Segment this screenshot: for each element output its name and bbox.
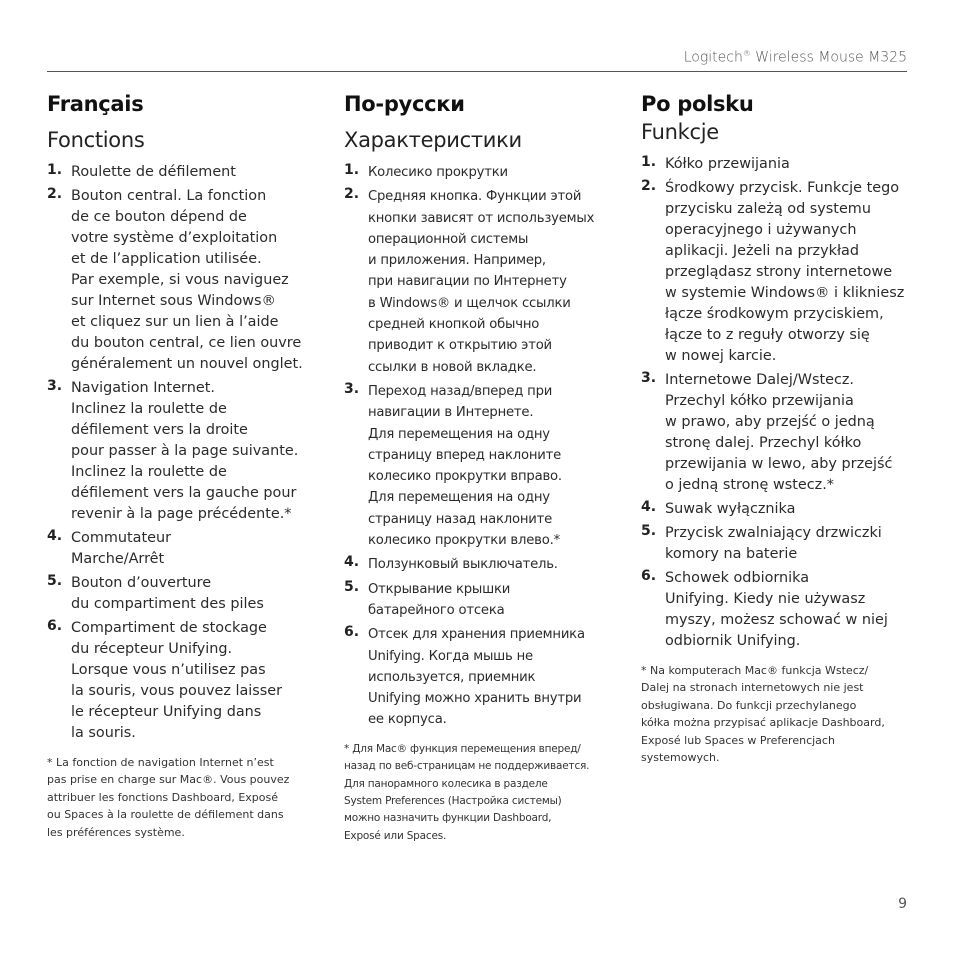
header-brand: Logitech: [683, 49, 743, 66]
item-text: Отсек для хранения приемника Unifying. Когда мышь не используется, приемник Unifying можно хранить внутри ее корпуса.: [368, 627, 585, 728]
list-item: [47, 573, 319, 615]
list-item: [641, 154, 913, 175]
list-item: [47, 528, 319, 570]
list-item: [47, 618, 319, 744]
column-russian: [344, 92, 616, 845]
footnote: * La fonction de navigation Internet n’est pas prise en charge sur Mac®. Vous pouvez attribuer les fonctions Dashboard, Exposé ou Spaces à la roulette de défilement dans les préférences système.: [47, 756, 290, 839]
page-number: 9: [898, 896, 907, 912]
item-number: 6.: [641, 568, 657, 584]
list-item: [641, 178, 913, 367]
item-text: Bouton d’ouverture du compartiment des piles: [71, 575, 264, 612]
item-text: Открывание крышки батарейного отсека: [368, 581, 511, 618]
item-text: Средняя кнопка. Функции этой кнопки зависят от используемых операционной системы и приложения. Например, при навигации по Интернету в Windows® и щелчок ссылки средней кнопкой обычно приводит к открытию этой ссылки в новой вкладке.: [368, 189, 595, 375]
item-text: Bouton central. La fonction de ce bouton dépend de votre système d’exploitation et de l’application utilisée. Par exemple, si vous naviguez sur Internet sous Windows® et cliquez sur un lien à l’aide du bouton central, ce lien ouvre généralement un nouvel onglet.: [71, 188, 303, 372]
feature-list: [641, 154, 913, 652]
item-number: 3.: [47, 378, 63, 394]
list-item: [641, 499, 913, 520]
item-text: Переход назад/вперед при навигации в Интернете. Для перемещения на одну страницу вперед наклоните колесико прокрутки вправо. Для перемещения на одну страницу назад наклоните колесико прокрутки влево.*: [368, 383, 562, 549]
item-text: Commutateur Marche/Arrêt: [71, 530, 172, 567]
list-item: [344, 624, 616, 730]
item-number: 6.: [47, 618, 63, 634]
item-text: Środkowy przycisk. Funkcje tego przycisku zależą od systemu operacyjnego i używanych aplikacji. Jeżeli na przykład przeglądasz strony internetowe w systemie Windows® i klikniesz łącze środkowym przyciskiem, łącze to z reguły otworzy się w nowej karcie.: [665, 180, 905, 364]
column-french: [47, 92, 319, 841]
item-text: Navigation Internet. Inclinez la roulette de défilement vers la droite pour passer à la page suivante. Inclinez la roulette de défilement vers la gauche pour revenir à la page précédente.*: [71, 380, 299, 522]
item-text: Przycisk zwalniający drzwiczki komory na baterie: [665, 525, 882, 562]
item-text: Kółko przewijania: [665, 156, 790, 172]
feature-list: [344, 162, 616, 731]
list-item: [344, 554, 616, 575]
feature-list: [47, 162, 319, 744]
header-product: Wireless Mouse M325: [750, 49, 907, 66]
item-number: 1.: [344, 162, 360, 178]
item-number: 2.: [641, 178, 657, 194]
item-text: Schowek odbiornika Unifying. Kiedy nie używasz myszy, możesz schować w niej odbiornik Unifying.: [665, 570, 888, 649]
item-number: 4.: [641, 499, 657, 515]
list-item: [47, 378, 319, 525]
language-heading: Po polsku: [641, 92, 754, 116]
list-item: [47, 186, 319, 375]
item-number: 5.: [344, 578, 360, 595]
item-number: 3.: [641, 370, 657, 386]
list-item: [344, 162, 616, 183]
item-text: Ползунковый выключатель.: [368, 557, 558, 573]
section-heading: Характеристики: [344, 128, 522, 152]
list-item: [641, 523, 913, 565]
list-item: [344, 186, 616, 378]
item-number: 4.: [47, 528, 63, 544]
item-number: 1.: [641, 154, 657, 170]
list-item: [641, 568, 913, 652]
item-number: 4.: [344, 554, 360, 571]
item-text: Roulette de défilement: [71, 164, 236, 180]
section-heading: Fonctions: [47, 128, 145, 152]
item-number: 6.: [344, 624, 360, 641]
registered-mark: ®: [742, 49, 751, 58]
header-divider: [47, 71, 907, 72]
list-item: [47, 162, 319, 183]
item-number: 2.: [344, 186, 360, 203]
page-header: [684, 49, 907, 66]
list-item: [344, 381, 616, 551]
item-text: Колесико прокрутки: [368, 165, 508, 180]
item-text: Internetowe Dalej/Wstecz. Przechyl kółko przewijania w prawo, aby przejść o jedną stronę dalej. Przechyl kółko przewijania w lewo, aby przejść o jedną stronę wstecz.*: [665, 372, 893, 493]
list-item: [641, 370, 913, 496]
language-heading: Français: [47, 92, 144, 116]
item-number: 5.: [641, 523, 657, 539]
item-text: Compartiment de stockage du récepteur Unifying. Lorsque vous n’utilisez pas la souris, vous pouvez laisser le récepteur Unifying dans la souris.: [71, 620, 283, 741]
footnote: * Для Mac® функция перемещения вперед/ назад по веб-страницам не поддерживается. Для панорамного колесика в разделе System Preferences (Настройка системы) можно назначить функции Dashboard, Exposé или Spaces.: [344, 742, 590, 842]
footnote: * Na komputerach Mac® funkcja Wstecz/ Dalej na stronach internetowych nie jest obsługiwana. Do funkcji przechylanego kółka można przypisać aplikacje Dashboard, Exposé lub Spaces w Preferencjach systemowych.: [641, 664, 885, 765]
column-polish: [641, 92, 913, 766]
section-heading: Funkcje: [641, 120, 719, 144]
language-heading: По-русски: [344, 92, 465, 116]
item-number: 5.: [47, 573, 63, 589]
list-item: [344, 579, 616, 622]
item-number: 2.: [47, 186, 63, 202]
item-text: Suwak wyłącznika: [665, 501, 796, 517]
item-number: 1.: [47, 162, 63, 178]
item-number: 3.: [344, 380, 360, 397]
